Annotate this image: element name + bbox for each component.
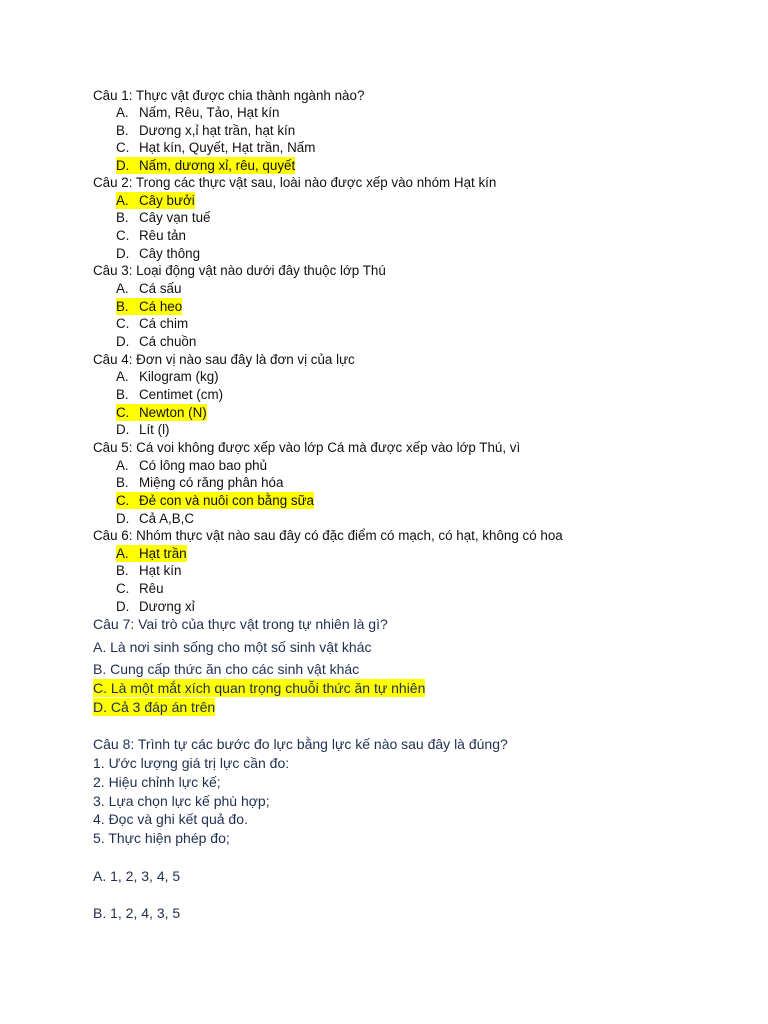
question-6-option-c (116, 580, 164, 597)
question-3-option-d (116, 333, 196, 350)
question-8-step-2: 2. Hiệu chỉnh lực kế; (93, 774, 221, 790)
question-8: Câu 8: Trình tự các bước đo lực bằng lực kế nào sau đây là đúng? (93, 736, 508, 752)
option-text: Centimet (cm) (139, 387, 224, 402)
option-text: Kilogram (kg) (139, 369, 219, 384)
question-3: Câu 3: Loại động vật nào dưới đây thuộc lớp Thú (93, 263, 386, 278)
question-4-option-b (116, 386, 223, 403)
question-7-option-c-answer: C. Là một mắt xích quan trọng chuỗi thức ăn tự nhiên (93, 680, 426, 696)
question-7-option-d-answer: D. Cả 3 đáp án trên (93, 699, 216, 715)
option-text: Rêu (139, 581, 164, 596)
option-letter: A. (116, 458, 129, 473)
question-1-option-c (116, 139, 315, 156)
question-6-option-b (116, 562, 181, 579)
option-text: Newton (N) (139, 405, 207, 420)
option-letter: A. (116, 281, 129, 296)
question-8-step-3: 3. Lựa chọn lực kế phù hợp; (93, 793, 270, 809)
question-8-step-4: 4. Đọc và ghi kết quả đo. (93, 811, 248, 827)
option-letter: C. (116, 140, 130, 155)
question-8-option-b: B. 1, 2, 4, 3, 5 (93, 905, 181, 921)
option-letter: C. (116, 228, 130, 243)
question-6-option-a-answer (116, 545, 187, 562)
option-text: Miệng có răng phân hóa (139, 475, 284, 490)
question-2-option-d (116, 245, 200, 262)
question-3-option-a (116, 280, 181, 297)
option-letter: C. (116, 405, 130, 420)
question-2-option-a-answer (116, 192, 195, 209)
option-letter: D. (116, 599, 130, 614)
option-text: Cây thông (139, 246, 201, 261)
option-letter: D. (116, 246, 130, 261)
option-text: Hạt kín, Quyết, Hạt trần, Nấm (139, 140, 316, 155)
option-text: Cá chim (139, 316, 189, 331)
question-2-option-c (116, 227, 186, 244)
question-2-option-b (116, 209, 210, 226)
question-4: Câu 4: Đơn vị nào sau đây là đơn vị của lực (93, 352, 355, 367)
question-4-option-a (116, 368, 219, 385)
option-letter: A. (116, 369, 129, 384)
option-letter: B. (116, 475, 129, 490)
option-text: Hạt trần (139, 546, 187, 561)
question-5-option-b (116, 474, 283, 491)
question-1-option-d-answer (116, 157, 295, 174)
question-4-option-c-answer (116, 404, 207, 421)
option-text: Có lông mao bao phủ (139, 458, 268, 473)
option-letter: D. (116, 511, 130, 526)
option-letter: B. (116, 563, 129, 578)
question-5: Câu 5: Cá voi không được xếp vào lớp Cá mà được xếp vào lớp Thú, vì (93, 440, 521, 455)
option-text: Cá sấu (139, 281, 182, 296)
option-text: Rêu tản (139, 228, 186, 243)
option-text: Dương xỉ (139, 599, 195, 614)
option-letter: D. (116, 422, 130, 437)
question-1-option-a (116, 104, 279, 121)
option-text: Cây bưởi (139, 193, 195, 208)
option-text: Cá heo (139, 299, 183, 314)
option-letter: D. (116, 158, 130, 173)
question-5-option-d (116, 510, 194, 527)
question-3-option-c (116, 315, 188, 332)
question-1-option-b (116, 122, 295, 139)
option-letter: A. (116, 546, 129, 561)
question-8-option-a: A. 1, 2, 3, 4, 5 (93, 868, 181, 884)
question-4-option-d (116, 421, 170, 438)
option-letter: A. (116, 193, 129, 208)
option-letter: D. (116, 334, 130, 349)
option-letter: B. (116, 387, 129, 402)
option-text: Hạt kín (139, 563, 182, 578)
option-letter: A. (116, 105, 129, 120)
question-7-option-a: A. Là nơi sinh sống cho một số sinh vật khác (93, 639, 372, 655)
question-1: Câu 1: Thực vật được chia thành ngành nào? (93, 88, 365, 103)
question-2: Câu 2: Trong các thực vật sau, loài nào được xếp vào nhóm Hạt kín (93, 175, 497, 190)
question-8-step-5: 5. Thực hiện phép đo; (93, 830, 230, 846)
option-letter: B. (116, 210, 129, 225)
question-7: Câu 7: Vai trò của thực vật trong tự nhiên là gì? (93, 616, 388, 632)
question-5-option-c-answer (116, 492, 314, 509)
question-6: Câu 6: Nhóm thực vật nào sau đây có đặc điểm có mạch, có hạt, không có hoa (93, 528, 563, 543)
option-text: Lít (l) (139, 422, 170, 437)
option-letter: B. (116, 123, 129, 138)
option-letter: B. (116, 299, 129, 314)
option-text: Nấm, Rêu, Tảo, Hạt kín (139, 105, 280, 120)
option-letter: C. (116, 493, 130, 508)
question-3-option-b-answer (116, 298, 182, 315)
option-text: Cá chuồn (139, 334, 197, 349)
option-letter: C. (116, 581, 130, 596)
question-5-option-a (116, 457, 267, 474)
option-text: Dương x,ỉ hạt trần, hạt kín (139, 123, 296, 138)
option-text: Nấm, dương xỉ, rêu, quyết (139, 158, 296, 173)
question-6-option-d (116, 598, 195, 615)
option-text: Đẻ con và nuôi con bằng sữa (139, 493, 314, 508)
option-text: Cây vạn tuế (139, 210, 211, 225)
question-8-step-1: 1. Ước lượng giá trị lực cần đo: (93, 755, 290, 771)
option-letter: C. (116, 316, 130, 331)
option-text: Cả A,B,C (139, 511, 195, 526)
question-7-option-b: B. Cung cấp thức ăn cho các sinh vật khác (93, 661, 360, 677)
